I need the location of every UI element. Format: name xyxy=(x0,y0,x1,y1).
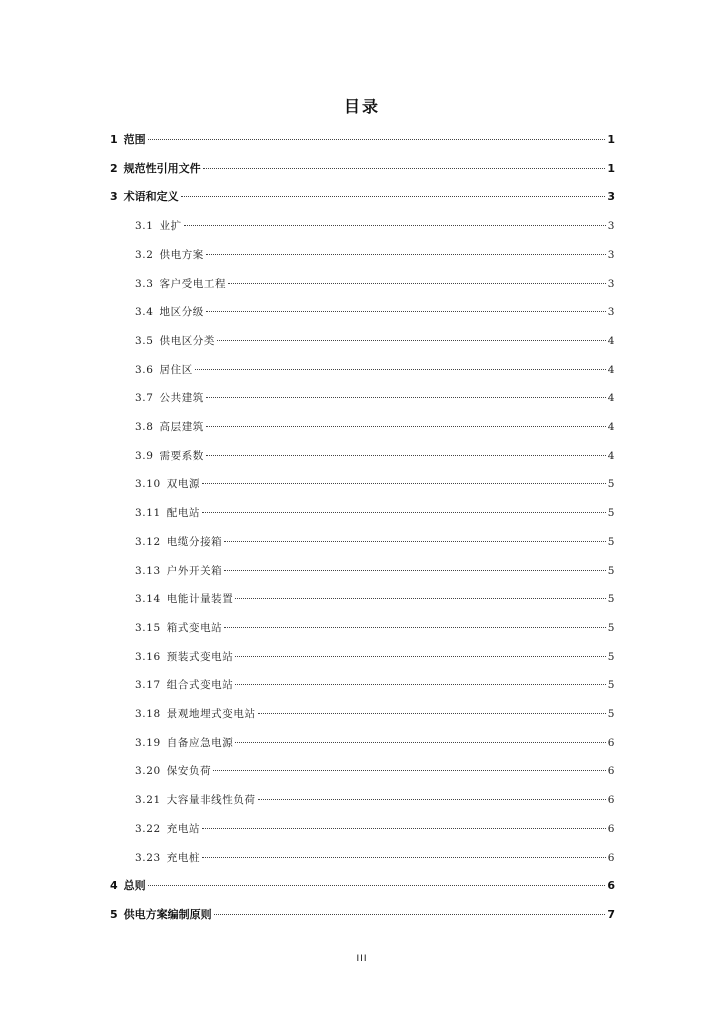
toc-dot-leader xyxy=(202,828,606,829)
toc-entry-title: 范围 xyxy=(123,133,146,146)
toc-dot-leader xyxy=(217,340,606,341)
toc-entry-number: 3.10 xyxy=(135,478,161,491)
toc-entry-page: 4 xyxy=(607,334,615,347)
toc-entry[interactable] xyxy=(110,189,615,205)
toc-dot-leader xyxy=(206,254,606,255)
toc-dot-leader xyxy=(195,369,606,370)
toc-entry-page: 5 xyxy=(607,564,615,577)
toc-entry-number: 3.14 xyxy=(135,593,161,606)
toc-entry-title: 保安负荷 xyxy=(166,765,212,778)
toc-entry-page: 6 xyxy=(607,794,615,807)
toc-entry[interactable] xyxy=(110,878,615,894)
toc-entry-number: 3.23 xyxy=(135,851,161,864)
toc-entry[interactable] xyxy=(135,706,615,722)
toc-entry-page: 4 xyxy=(607,392,615,405)
toc-entry-page: 3 xyxy=(607,220,615,233)
toc-entry-number: 3.4 xyxy=(135,306,154,319)
toc-entry-title: 公共建筑 xyxy=(159,392,204,405)
toc-entry-page: 5 xyxy=(607,621,615,634)
toc-entry-number: 4 xyxy=(110,879,118,893)
toc-entry-title: 双电源 xyxy=(166,478,201,491)
toc-entry-page: 5 xyxy=(607,478,615,491)
toc-entry-page: 5 xyxy=(607,535,615,548)
toc-entry-number: 3.8 xyxy=(135,421,154,433)
toc-dot-leader xyxy=(206,455,606,456)
toc-entry[interactable] xyxy=(110,132,615,148)
toc-entry[interactable] xyxy=(135,850,615,866)
toc-entry[interactable] xyxy=(135,247,615,263)
toc-entry-title: 地区分级 xyxy=(159,306,204,319)
toc-entry-title: 大容量非线性负荷 xyxy=(166,794,256,807)
toc-dot-leader xyxy=(206,426,606,427)
toc-entry[interactable] xyxy=(135,333,615,349)
toc-entry-title: 户外开关箱 xyxy=(166,564,223,577)
toc-entry-title: 自备应急电源 xyxy=(166,736,234,749)
toc-entry[interactable] xyxy=(135,821,615,837)
toc-entry[interactable] xyxy=(135,735,615,751)
toc-dot-leader xyxy=(214,914,606,915)
toc-entry-number: 3.21 xyxy=(135,794,161,807)
toc-entry-number: 3.13 xyxy=(135,564,161,577)
toc-entry-number: 3.20 xyxy=(135,765,161,778)
toc-entry-number: 3.6 xyxy=(135,363,154,376)
toc-entry-title: 充电桩 xyxy=(166,851,201,864)
toc-entry-page: 1 xyxy=(607,161,615,175)
toc-entry-number: 3.15 xyxy=(135,621,161,634)
toc-entry-title: 术语和定义 xyxy=(123,190,179,204)
toc-entry-number: 3.11 xyxy=(135,507,161,520)
toc-dot-leader xyxy=(258,799,606,800)
toc-entry[interactable] xyxy=(110,907,615,923)
toc-entry[interactable] xyxy=(135,677,615,693)
toc-entry[interactable] xyxy=(135,505,615,521)
toc-entry-title: 充电站 xyxy=(166,822,201,835)
toc-entry-page: 4 xyxy=(607,363,615,376)
toc-entry-page: 3 xyxy=(607,277,615,290)
toc-entry[interactable] xyxy=(135,476,615,492)
toc-dot-leader xyxy=(235,742,605,743)
toc-entry-title: 电能计量装置 xyxy=(166,593,234,606)
page-number: III xyxy=(356,954,368,964)
toc-dot-leader xyxy=(235,598,605,599)
toc-dot-leader xyxy=(148,885,606,886)
toc-entry-number: 3.1 xyxy=(135,220,154,233)
toc-entry[interactable] xyxy=(135,534,615,550)
toc-entry-title: 预装式变电站 xyxy=(166,650,234,663)
toc-entry-page: 6 xyxy=(607,879,615,893)
toc-dot-leader xyxy=(224,627,605,628)
toc-entry-page: 3 xyxy=(607,306,615,319)
toc-entry[interactable] xyxy=(135,649,615,665)
toc-entry[interactable] xyxy=(135,276,615,292)
toc-entry-page: 4 xyxy=(607,421,615,433)
toc-entry-title: 景观地埋式变电站 xyxy=(166,708,256,720)
toc-entry[interactable] xyxy=(135,390,615,406)
toc-entry[interactable] xyxy=(135,620,615,636)
toc-dot-leader xyxy=(148,139,606,140)
toc-entry-number: 3.19 xyxy=(135,736,161,749)
page-title: 目录 xyxy=(343,97,380,116)
toc-dot-leader xyxy=(235,684,605,685)
toc-entry-page: 5 xyxy=(607,679,615,692)
toc-entry[interactable] xyxy=(135,792,615,808)
toc-entry-page: 1 xyxy=(607,133,615,146)
toc-entry[interactable] xyxy=(135,591,615,607)
toc-entry[interactable] xyxy=(110,161,615,177)
toc-entry[interactable] xyxy=(135,448,615,464)
toc-entry-number: 3.16 xyxy=(135,650,161,663)
toc-entry[interactable] xyxy=(135,419,615,435)
toc-dot-leader xyxy=(206,397,606,398)
toc-entry-page: 6 xyxy=(607,822,615,835)
toc-dot-leader xyxy=(224,541,605,542)
toc-dot-leader xyxy=(213,770,606,771)
toc-entry[interactable] xyxy=(135,563,615,579)
toc-dot-leader xyxy=(224,570,605,571)
toc-entry-number: 3.5 xyxy=(135,334,154,347)
toc-entry-number: 3 xyxy=(110,190,118,204)
toc-entry-number: 3.18 xyxy=(135,708,161,720)
toc-entry-page: 5 xyxy=(607,593,615,606)
toc-entry-title: 供电方案 xyxy=(159,248,204,261)
toc-entry-page: 5 xyxy=(607,650,615,663)
toc-entry-page: 3 xyxy=(607,190,615,204)
toc-entry-number: 1 xyxy=(110,133,118,146)
toc-dot-leader xyxy=(202,483,606,484)
toc-entry-title: 高层建筑 xyxy=(159,421,204,433)
toc-entry-number: 3.7 xyxy=(135,392,154,405)
toc-dot-leader xyxy=(202,857,606,858)
toc-entry-title: 需要系数 xyxy=(159,449,204,462)
toc-entry-title: 电缆分接箱 xyxy=(166,535,223,548)
toc-entry-page: 3 xyxy=(607,248,615,261)
toc-entry-number: 5 xyxy=(110,907,118,921)
toc-entry[interactable] xyxy=(135,763,615,779)
toc-dot-leader xyxy=(202,512,606,513)
toc-entry-title: 供电方案编制原则 xyxy=(123,907,212,921)
toc-entry-title: 客户受电工程 xyxy=(159,277,227,290)
toc-entry[interactable] xyxy=(135,304,615,320)
toc-entry[interactable] xyxy=(135,362,615,378)
toc-entry-title: 居住区 xyxy=(159,363,193,376)
toc-dot-leader xyxy=(235,656,605,657)
toc-entry-page: 6 xyxy=(607,765,615,778)
toc-entry-title: 箱式变电站 xyxy=(166,621,223,634)
toc-entry[interactable] xyxy=(135,218,615,234)
toc-entry-page: 5 xyxy=(607,708,615,720)
toc-entry-number: 3.2 xyxy=(135,248,154,261)
toc-entry-number: 3.3 xyxy=(135,277,154,290)
toc-entry-page: 4 xyxy=(607,449,615,462)
toc-entry-number: 3.22 xyxy=(135,822,161,835)
toc-entry-page: 7 xyxy=(607,907,615,921)
toc-dot-leader xyxy=(206,311,606,312)
toc-entry-page: 6 xyxy=(607,736,615,749)
toc-dot-leader xyxy=(184,225,606,226)
toc-entry-title: 业扩 xyxy=(159,220,182,233)
toc-entry-page: 6 xyxy=(607,851,615,864)
toc-entry-number: 2 xyxy=(110,161,118,175)
toc-entry-number: 3.9 xyxy=(135,449,154,462)
toc-entry-title: 总则 xyxy=(123,879,146,893)
toc-entry-number: 3.12 xyxy=(135,535,161,548)
toc-entry-number: 3.17 xyxy=(135,679,161,692)
toc-entry-title: 规范性引用文件 xyxy=(123,161,201,175)
toc-entry-title: 供电区分类 xyxy=(159,334,215,347)
toc-entry-page: 5 xyxy=(607,507,615,520)
toc-dot-leader xyxy=(228,283,606,284)
toc-dot-leader xyxy=(181,196,606,197)
toc-dot-leader xyxy=(203,168,606,169)
toc-entry-title: 组合式变电站 xyxy=(166,679,234,692)
toc-entry-title: 配电站 xyxy=(166,507,201,520)
toc-dot-leader xyxy=(258,713,606,714)
